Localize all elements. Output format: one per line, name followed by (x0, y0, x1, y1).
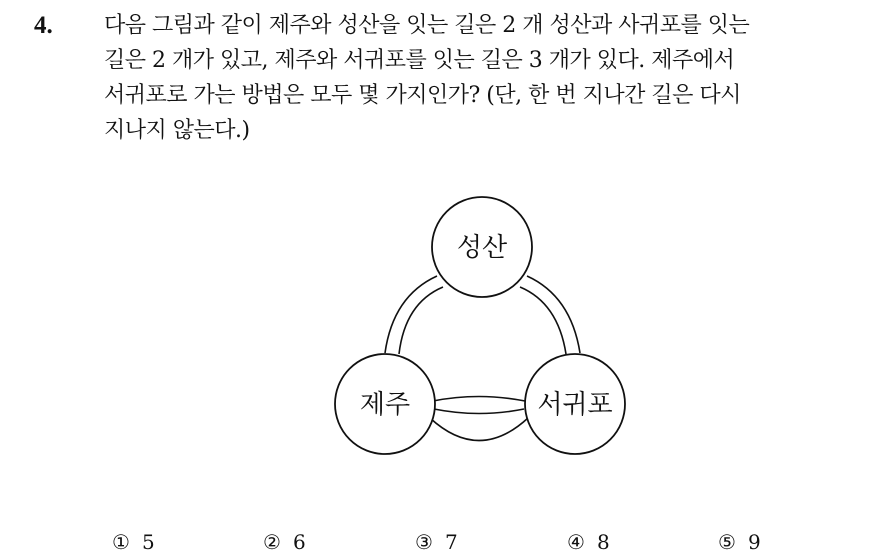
node-seogwipo-label: 서귀포 (537, 390, 613, 420)
node-seongsan-label: 성산 (456, 233, 508, 263)
question-number: 4. (34, 12, 53, 39)
answer-choices (0, 530, 884, 560)
choice-3[interactable] (415, 530, 458, 554)
road-jeju-seogwipo-2 (434, 409, 524, 414)
choice-4-marker: ④ (567, 530, 585, 554)
road-jeju-seogwipo-1 (433, 397, 525, 402)
question-line-4: 지나지 않는다.) (104, 118, 250, 143)
choice-3-marker: ③ (415, 530, 433, 554)
choice-3-value: 7 (444, 530, 458, 554)
choice-4[interactable] (567, 530, 610, 554)
choice-1-marker: ① (112, 530, 130, 554)
question-line-3: 서귀포로 가는 방법은 모두 몇 가지인가? (단, 한 번 지나간 길은 다시 (104, 83, 741, 108)
choice-2[interactable] (263, 530, 306, 554)
choice-2-marker: ② (263, 530, 281, 554)
choice-1-value: 5 (141, 530, 155, 554)
choice-5-marker: ⑤ (718, 530, 736, 554)
choice-4-value: 8 (596, 530, 610, 554)
road-jeju-seogwipo-3 (430, 418, 528, 441)
question-line-2: 길은 2 개가 있고, 제주와 서귀포를 잇는 길은 3 개가 있다. 제주에서 (104, 48, 735, 73)
choice-5-value: 9 (747, 530, 761, 554)
choice-1[interactable] (112, 530, 155, 554)
choice-5[interactable] (718, 530, 761, 554)
node-jeju-label: 제주 (359, 390, 411, 420)
choice-2-value: 6 (292, 530, 306, 554)
question-line-1: 다음 그림과 같이 제주와 성산을 잇는 길은 2 개 성산과 사귀포를 잇는 (104, 13, 750, 38)
road-seongsan-seogwipo-2 (520, 287, 566, 354)
road-seongsan-seogwipo-1 (527, 276, 580, 353)
road-jeju-seongsan-2 (399, 287, 443, 354)
